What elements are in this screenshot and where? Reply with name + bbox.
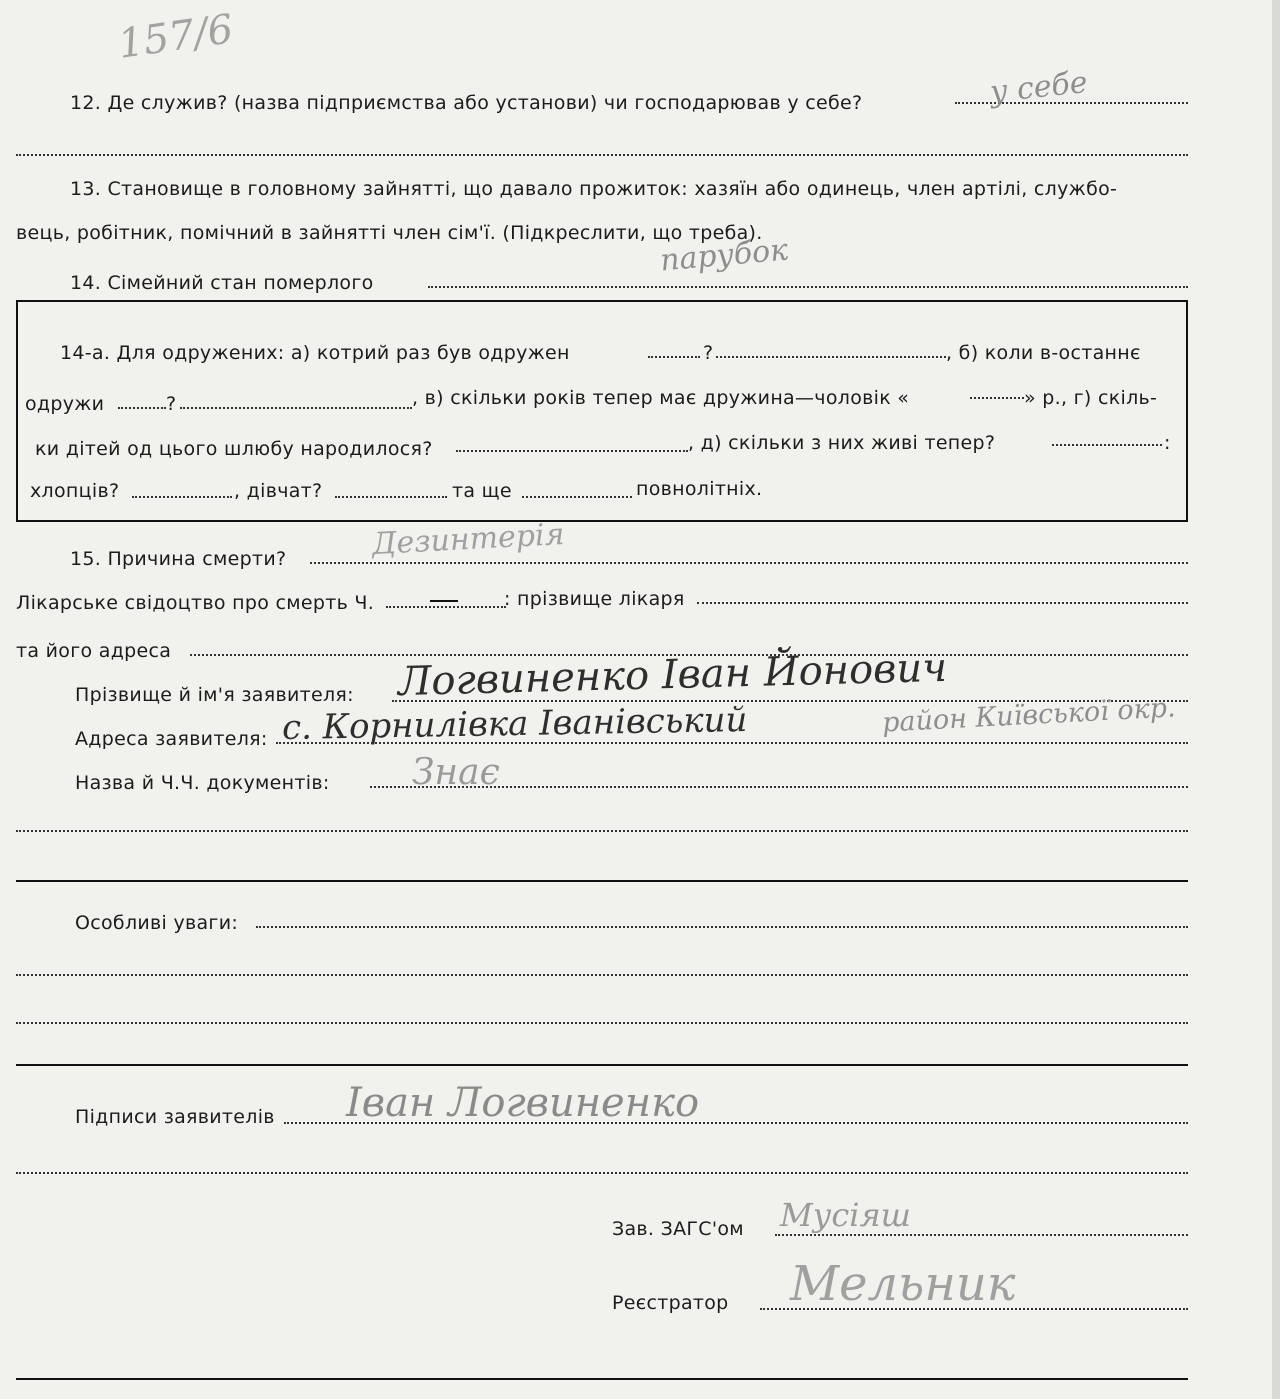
notes-line-2: [16, 974, 1188, 976]
q14a-dots-3: [118, 407, 166, 409]
applicant-name: Логвиненко Іван Йонович: [397, 644, 948, 706]
q14a-q2: ?: [166, 393, 177, 415]
zags-head-line: [775, 1234, 1188, 1236]
q14a-dots-5: [970, 397, 1024, 399]
section-rule-3: [16, 1378, 1188, 1380]
applicant-address-label: Адреса заявителя:: [75, 728, 268, 750]
medical-cert-label: Лікарське свідоцтво про смерть Ч.: [16, 592, 375, 614]
documents-label: Назва й Ч.Ч. документів:: [75, 772, 330, 794]
q14a-dots-9: [335, 496, 447, 498]
section-rule-1: [16, 880, 1188, 882]
medical-cert-line: [386, 606, 506, 608]
q13-label: 13. Становище в головному зайнятті, що давало прожиток: хазяїн або одинець, член артілі, службо-: [70, 178, 1118, 200]
notes-line-1: [256, 926, 1188, 928]
q14-line: [428, 286, 1188, 288]
page-edge-shadow: [1272, 0, 1280, 1399]
q14a-dots-8: [132, 496, 232, 498]
q14a-line3b: , д) скільки з них живі тепер?: [688, 432, 996, 454]
q14a-dots-1: [648, 356, 700, 358]
q14a-line2b: , в) скільки років тепер має дружина—чоловік «: [412, 387, 910, 409]
section-rule-2: [16, 1064, 1188, 1066]
q14a-dots-4: [180, 407, 412, 409]
q14a-dots-6: [456, 450, 688, 452]
q15-label: 15. Причина смерти?: [70, 548, 287, 570]
applicant-signature: Іван Логвиненко: [346, 1080, 700, 1126]
notes-line-3: [16, 1022, 1188, 1024]
q12-line-2: [16, 154, 1188, 156]
zags-head-label: Зав. ЗАГС'ом: [612, 1218, 744, 1240]
q14a-line2c: » р., г) скіль-: [1024, 387, 1158, 409]
q14a-and: та ще: [452, 480, 512, 502]
q14a-dots-10: [522, 496, 632, 498]
zags-head-signature: Мусіяш: [780, 1196, 911, 1234]
q13-label-2: вець, робітник, помічний в зайнятті член сім'ї. (Підкреслити, що треба).: [16, 222, 763, 244]
q14-label: 14. Сімейний стан померлого: [70, 272, 374, 294]
q12-answer: у себе: [988, 64, 1090, 111]
documents-line-2: [16, 830, 1188, 832]
q14a-b: , б) коли в-останнє: [946, 342, 1141, 364]
q15-answer: Дезинтерія: [371, 516, 566, 563]
q14-answer: парубок: [658, 232, 790, 279]
signatures-label: Підписи заявителів: [75, 1106, 275, 1128]
q15-line: [310, 562, 1188, 564]
q14a-line3a: ки дітей од цього шлюбу народилося?: [35, 438, 433, 460]
signatures-line-2: [16, 1172, 1188, 1174]
medical-cert-dash: [430, 600, 458, 602]
doctor-label: : прізвище лікаря: [504, 588, 685, 610]
applicant-address-pencil: район Київської окр.: [881, 692, 1177, 739]
q14a-colon: :: [1164, 432, 1171, 454]
q12-line: [955, 102, 1188, 104]
q14a-adult: повнолітніх.: [636, 478, 763, 500]
q14a-box: [16, 300, 1188, 522]
archive-number: 157/6: [115, 6, 236, 68]
doctor-address-label: та його адреса: [16, 640, 172, 662]
q14a-prefix: 14-а. Для одружених: а) котрий раз був одружен: [60, 342, 570, 364]
q14a-q1: ?: [703, 342, 714, 364]
q14a-dots-7: [1052, 444, 1162, 446]
q14a-girls: , дівчат?: [234, 480, 323, 502]
registrar-label: Реєстратор: [612, 1292, 729, 1314]
notes-label: Особливі уваги:: [75, 912, 239, 934]
documents-answer: Знає: [412, 752, 500, 793]
q14a-boys: хлопців?: [30, 480, 120, 502]
doctor-line: [697, 602, 1188, 604]
q14a-line2a: одружи: [25, 393, 105, 415]
applicant-name-label: Прізвище й ім'я заявителя:: [75, 684, 354, 706]
registrar-signature: Мельник: [790, 1256, 1016, 1312]
q14a-dots-2: [716, 356, 946, 358]
q12-label: 12. Де служив? (назва підприємства або установи) чи господарював у себе?: [70, 92, 863, 114]
applicant-address-ink: с. Корнилівка Іванівський: [281, 699, 748, 749]
